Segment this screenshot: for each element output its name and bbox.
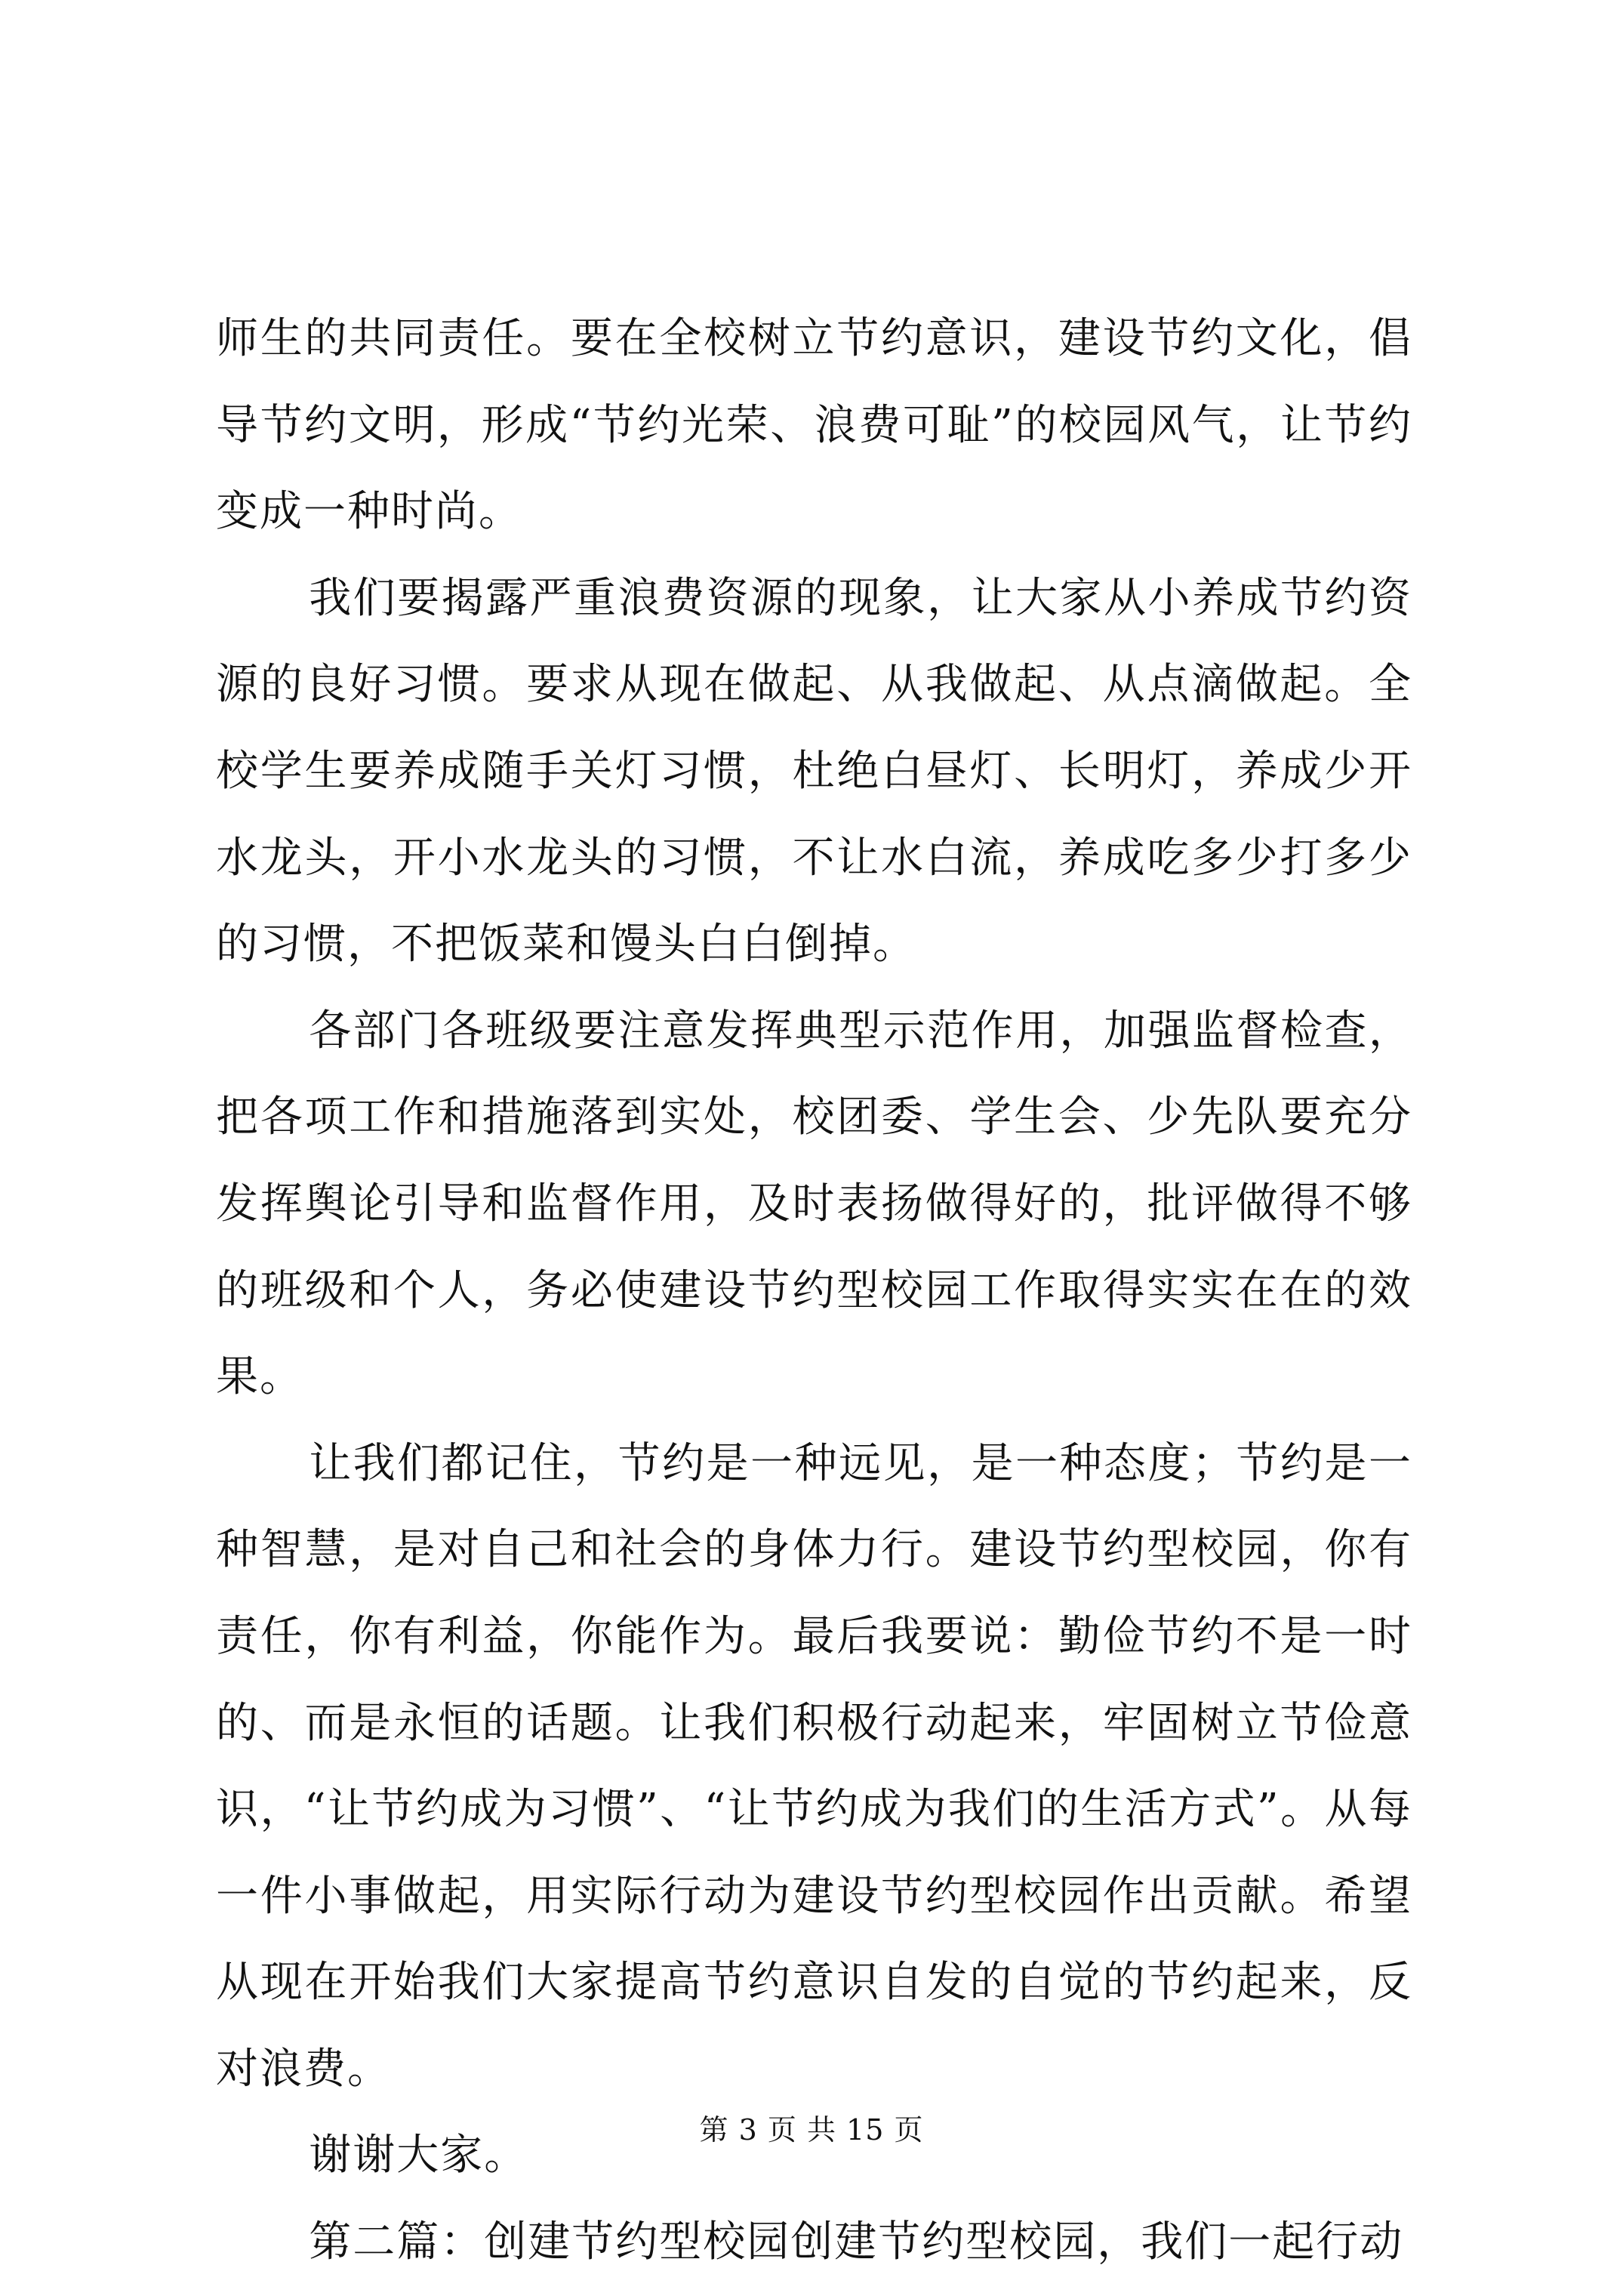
document-body: [216, 296, 1412, 2286]
page-number-footer: 第 3 页 共 15 页: [699, 2113, 924, 2147]
section-heading-part-two: 第二篇：创建节约型校园创建节约型校园，我们一起行动: [309, 2217, 1404, 2267]
paragraph-departments: 各部门各班级要注意发挥典型示范作用，加强监督检查，把各项工作和措施落到实处，校团委、学生会、少先队要充分发挥舆论引导和监督作用，及时表扬做得好的，批评做得不够的班级和个人，务必使建设节约型校园工作取得实实在在的效果。: [216, 1006, 1412, 1402]
paragraph-thanks: 谢谢大家。: [309, 2131, 528, 2180]
paragraph-waste-resources: 我们要揭露严重浪费资源的现象，让大家从小养成节约资源的良好习惯。要求从现在做起、从我做起、从点滴做起。全校学生要养成随手关灯习惯，杜绝白昼灯、长明灯，养成少开水龙头，开小水龙头的习惯，不让水白流，养成吃多少打多少的习惯，不把饭菜和馒头白白倒掉。: [216, 573, 1412, 969]
paragraph-continuation: 师生的共同责任。要在全校树立节约意识，建设节约文化，倡导节约文明，形成“节约光荣、浪费可耻”的校园风气，让节约变成一种时尚。: [216, 314, 1412, 537]
paragraph-remember-thrift: 让我们都记住，节约是一种远见，是一种态度；节约是一种智慧，是对自己和社会的身体力行。建设节约型校园，你有责任，你有利益，你能作为。最后我要说：勤俭节约不是一时的、而是永恒的话题。让我们积极行动起来，牢固树立节俭意识，“让节约成为习惯”、“让节约成为我们的生活方式”。从每一件小事做起，用实际行动为建设节约型校园作出贡献。希望从现在开始我们大家提高节约意识自发的自觉的节约起来，反对浪费。: [216, 1438, 1412, 2094]
